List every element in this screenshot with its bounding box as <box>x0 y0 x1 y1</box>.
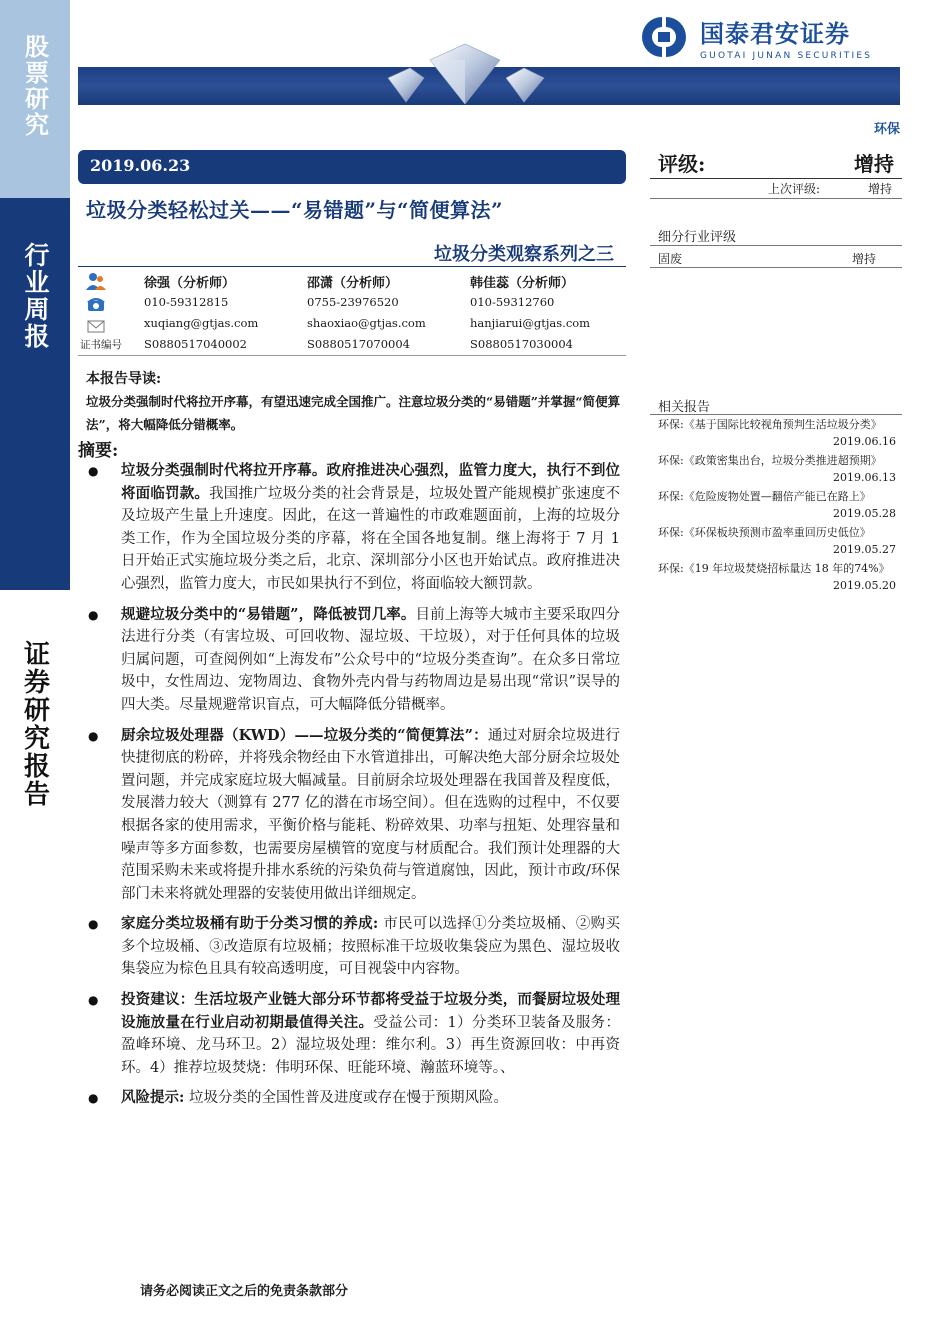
divider <box>650 414 902 415</box>
logo-text-cn: 国泰君安证券 <box>700 19 850 48</box>
side-label-industry-weekly: 行业周报 <box>0 198 70 590</box>
related-report-item[interactable]: 环保:《基于国际比较视角预判生活垃圾分类》 2019.06.16 <box>658 418 896 448</box>
analyst-table <box>78 268 626 354</box>
analyst-name-1: 徐强（分析师） <box>144 276 236 291</box>
rating-value: 增持 <box>854 152 894 176</box>
sub-industry-rating: 增持 <box>852 252 877 266</box>
report-date: 2019.06.23 <box>78 150 626 184</box>
guide-label: 本报告导读: <box>86 371 162 387</box>
prev-rating-value: 增持 <box>867 182 892 196</box>
sub-industry-name: 固废 <box>658 252 683 266</box>
side-label-stock-research: 股票研究 <box>0 0 70 198</box>
abstract-label: 摘要: <box>78 441 119 461</box>
prev-rating-label: 上次评级: <box>768 182 821 196</box>
analyst-cert-row <box>78 337 626 357</box>
analyst-name-row <box>78 272 626 292</box>
phone-icon <box>86 295 106 313</box>
related-report-item[interactable]: 环保:《19 年垃圾焚烧招标量达 18 年的74%》 2019.05.20 <box>658 562 896 592</box>
related-report-item[interactable]: 环保:《环保板块预测市盈率重回历史低位》 2019.05.27 <box>658 526 896 556</box>
divider <box>78 266 626 267</box>
analyst-email-3[interactable]: hanjiarui@gtjas.com <box>470 316 591 330</box>
report-title: 垃圾分类轻松过关——“易错题”与“简便算法” <box>86 198 504 222</box>
rating-label: 评级: <box>658 152 706 176</box>
abstract-bullet: ● 规避垃圾分类中的“易错题”，降低被罚几率。目前上海等大城市主要采取四分法进行分类（有害垃圾、可回收物、湿垃圾、干垃圾），对于任何具体的垃圾归属问题，可查阅例如“上海发布”公众号中的“垃圾分类查询”。在众多日常垃圾中，女性周边、宠物周边、食物外壳内骨与药物周边是易出现“常识”误导的四大类。尽量规避常识盲点，可大幅降低分错概率。 <box>86 604 620 717</box>
logo-text-en: GUOTAI JUNAN SECURITIES <box>700 50 873 61</box>
analyst-name-3: 韩佳蕊（分析师） <box>470 276 575 291</box>
analyst-cert-3: S0880517030004 <box>470 337 573 351</box>
abstract-bullet: ● 家庭分类垃圾桶有助于分类习惯的养成: 市民可以选择①分类垃圾桶、②购买多个垃圾桶、③改造原有垃圾桶；按照标准干垃圾收集袋应为黑色、湿垃圾收集袋应为棕色且具有较高透明度，可目视袋中内容物。 <box>86 913 620 981</box>
disclaimer-footer: 请务必阅读正文之后的免责条款部分 <box>140 1284 349 1299</box>
sub-industry-rating-title: 细分行业评级 <box>658 230 737 245</box>
side-label-securities-report: 证券研究报告 <box>0 590 70 1344</box>
divider <box>650 178 902 179</box>
abstract-bullet: ● 垃圾分类强制时代将拉开序幕。政府推进决心强烈，监管力度大，执行不到位将面临罚款。我国推广垃圾分类的社会背景是，垃圾处置产能规模扩张速度不及垃圾产生量上升速度。因此，在这一普遍性的市政难题面前，上海的垃圾分类工作，作为全国垃圾分类的序幕，将在全国各地复制。继上海将于 7 月 1 日开始正式实施垃圾分类之后，北京、深圳部分小区也开始试点。政府推进决心强烈，监管力度大，市民如果执行不到位，将面临较大额罚款。 <box>86 460 620 596</box>
cert-label: 证书编号 <box>80 339 122 351</box>
side-band <box>0 0 70 1344</box>
diamonds-icon <box>380 38 550 108</box>
analyst-phone-row <box>78 295 626 315</box>
report-subtitle: 垃圾分类观察系列之三 <box>434 244 614 265</box>
abstract-bullet: ● 厨余垃圾处理器（KWD）——垃圾分类的“简便算法”：通过对厨余垃圾进行快捷彻底的粉碎，并将残余物经由下水管道排出，可解决绝大部分厨余垃圾处置问题，并完成家庭垃圾大幅减量。目前厨余垃圾处理器在我国普及程度低，发展潜力较大（测算有 277 亿的潜在市场空间）。但在选购的过程中，不仅要根据各家的使用需求，平衡价格与能耗、粉碎效果、功率与扭矩、处理容量和噪声等多方面参数，也需要房屋横管的宽度与材质配合。我们预计处理器的大范围采购未来或将提升排水系统的污染负荷与管道腐蚀，因此，预计市政/环保部门未来将就处理器的安装使用做出详细规定。 <box>86 725 620 906</box>
related-reports-list <box>658 416 896 596</box>
related-reports-title: 相关报告 <box>658 400 711 415</box>
abstract-bullets <box>86 460 620 1118</box>
analyst-phone-1: 010-59312815 <box>144 295 229 309</box>
related-report-item[interactable]: 环保:《政策密集出台，垃圾分类推进超预期》 2019.06.13 <box>658 454 896 484</box>
divider <box>78 355 626 356</box>
divider <box>650 267 902 268</box>
divider <box>650 245 902 246</box>
guide-text: 垃圾分类强制时代将拉开序幕，有望迅速完成全国推广。注意垃圾分类的“易错题”并掌握“简便算法”，将大幅降低分错概率。 <box>86 394 621 432</box>
industry-tag: 环保 <box>873 122 900 137</box>
email-icon <box>86 318 106 336</box>
analyst-email-row <box>78 316 626 336</box>
related-report-item[interactable]: 环保:《危险废物处置—翻倍产能已在路上》 2019.05.28 <box>658 490 896 520</box>
divider <box>650 198 902 199</box>
analyst-phone-3: 010-59312760 <box>470 295 555 309</box>
analyst-cert-1: S0880517040002 <box>144 337 247 351</box>
person-icon <box>86 272 106 290</box>
analyst-email-2[interactable]: shaoxiao@gtjas.com <box>307 316 426 330</box>
analyst-phone-2: 0755-23976520 <box>307 295 399 309</box>
analyst-cert-2: S0880517070004 <box>307 337 410 351</box>
logo-icon <box>640 15 692 59</box>
abstract-bullet: ● 投资建议：生活垃圾产业链大部分环节都将受益于垃圾分类，而餐厨垃圾处理设施放量在行业启动初期最值得关注。受益公司：1）分类环卫装备及服务：盈峰环境、龙马环卫。2）湿垃圾处理：维尔利。3）再生资源回收：中再资环。4）推荐垃圾焚烧：伟明环保、旺能环境、瀚蓝环境等。、 <box>86 989 620 1079</box>
company-logo <box>640 12 902 62</box>
analyst-name-2: 邵潇（分析师） <box>307 276 399 291</box>
analyst-email-1[interactable]: xuqiang@gtjas.com <box>144 316 259 330</box>
abstract-bullet: ● 风险提示: 垃圾分类的全国性普及进度或存在慢于预期风险。 <box>86 1087 620 1110</box>
